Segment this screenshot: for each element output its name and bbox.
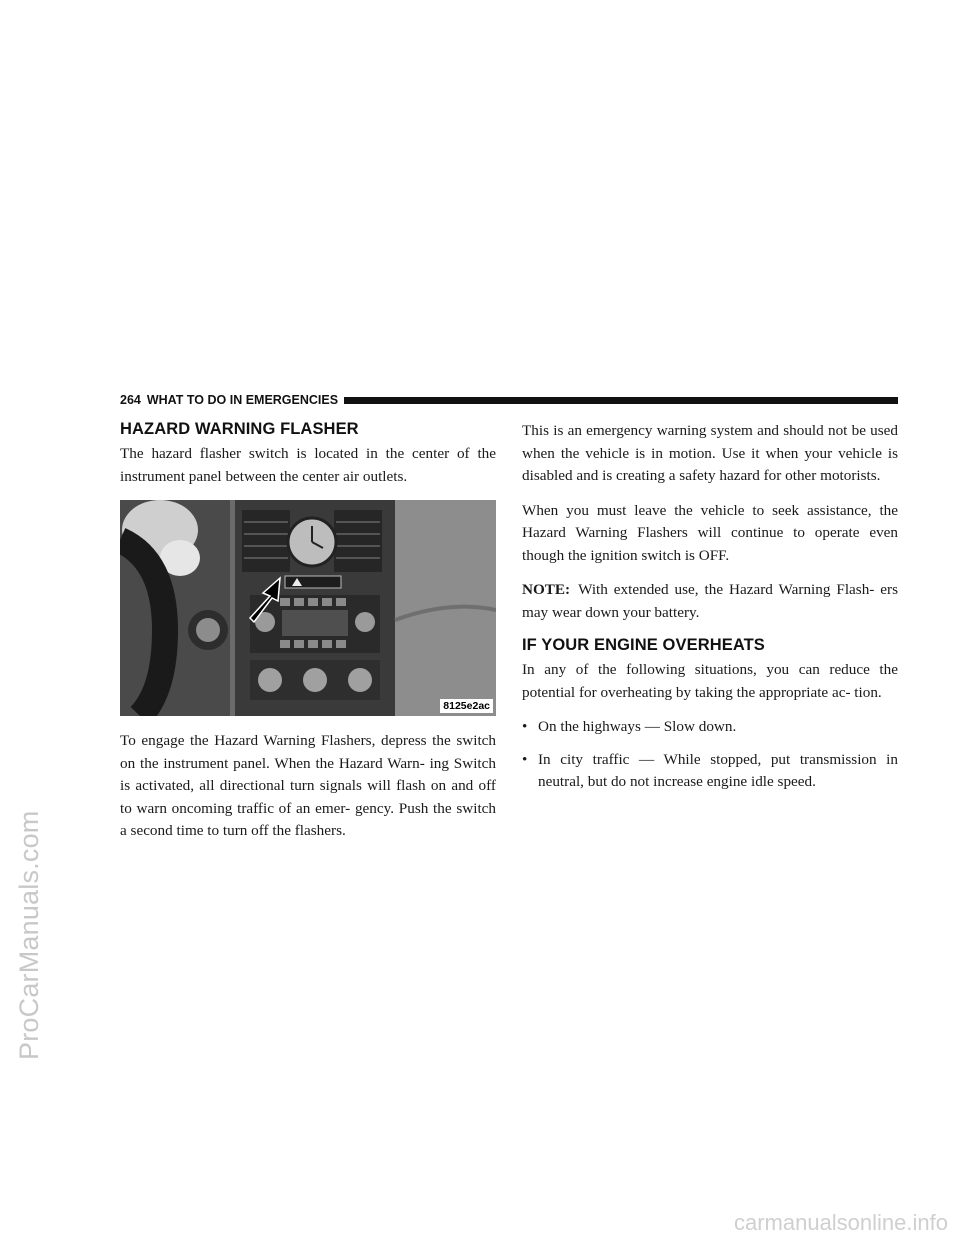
- list-item: [522, 749, 898, 794]
- note-label: NOTE:: [522, 581, 571, 598]
- right-column: [522, 420, 898, 804]
- hazard-usage-text: This is an emergency warning system and should not be used when the vehicle is in motion. Use it when your vehicle is disabled and is creating a safety hazard for other motorists.: [522, 422, 898, 484]
- page-number: 264: [120, 393, 141, 407]
- bullet-marker: •: [522, 750, 528, 768]
- bottom-watermark: carmanualsonline.info: [733, 1210, 948, 1235]
- note-text: With extended use, the Hazard Warning Flash- ers may wear down your battery.: [522, 581, 898, 621]
- side-watermark: ProCarManuals.com: [14, 810, 44, 1060]
- page-header: [120, 391, 898, 409]
- bullet-marker: •: [522, 718, 528, 735]
- overheat-heading: IF YOUR ENGINE OVERHEATS: [522, 636, 765, 654]
- list-item-text: In city traffic — While stopped, put transmission in neutral, but do not increase engine idle speed.: [538, 750, 898, 790]
- left-column: [120, 420, 496, 855]
- dashboard-figure: [120, 500, 496, 716]
- hazard-leave-text: When you must leave the vehicle to seek assistance, the Hazard Warning Flashers will continue to operate even though the ignition switch is OFF.: [522, 501, 898, 564]
- section-title: WHAT TO DO IN EMERGENCIES: [146, 393, 339, 407]
- figure-label: 8125e2ac: [440, 699, 493, 713]
- list-item-text: On the highways — Slow down.: [538, 718, 737, 735]
- hazard-engage-text: To engage the Hazard Warning Flashers, depress the switch on the instrument panel. When the Hazard Warn- ing Switch is activated, all directional turn signals will flash on and off to warn oncoming traffic of an emer- gency. Push the switch a second time to turn off the flashers.: [120, 732, 496, 839]
- dashboard-illustration: [120, 500, 496, 716]
- list-item: [522, 716, 898, 739]
- hazard-heading: HAZARD WARNING FLASHER: [120, 420, 359, 438]
- hazard-note: [522, 579, 898, 624]
- overheat-list: [522, 716, 898, 794]
- overheat-intro: In any of the following situations, you can reduce the potential for overheating by taking the appropriate ac- tion.: [522, 661, 898, 701]
- header-rule: [344, 397, 898, 404]
- hazard-intro: The hazard flasher switch is located in the center of the instrument panel between the center air outlets.: [120, 445, 496, 485]
